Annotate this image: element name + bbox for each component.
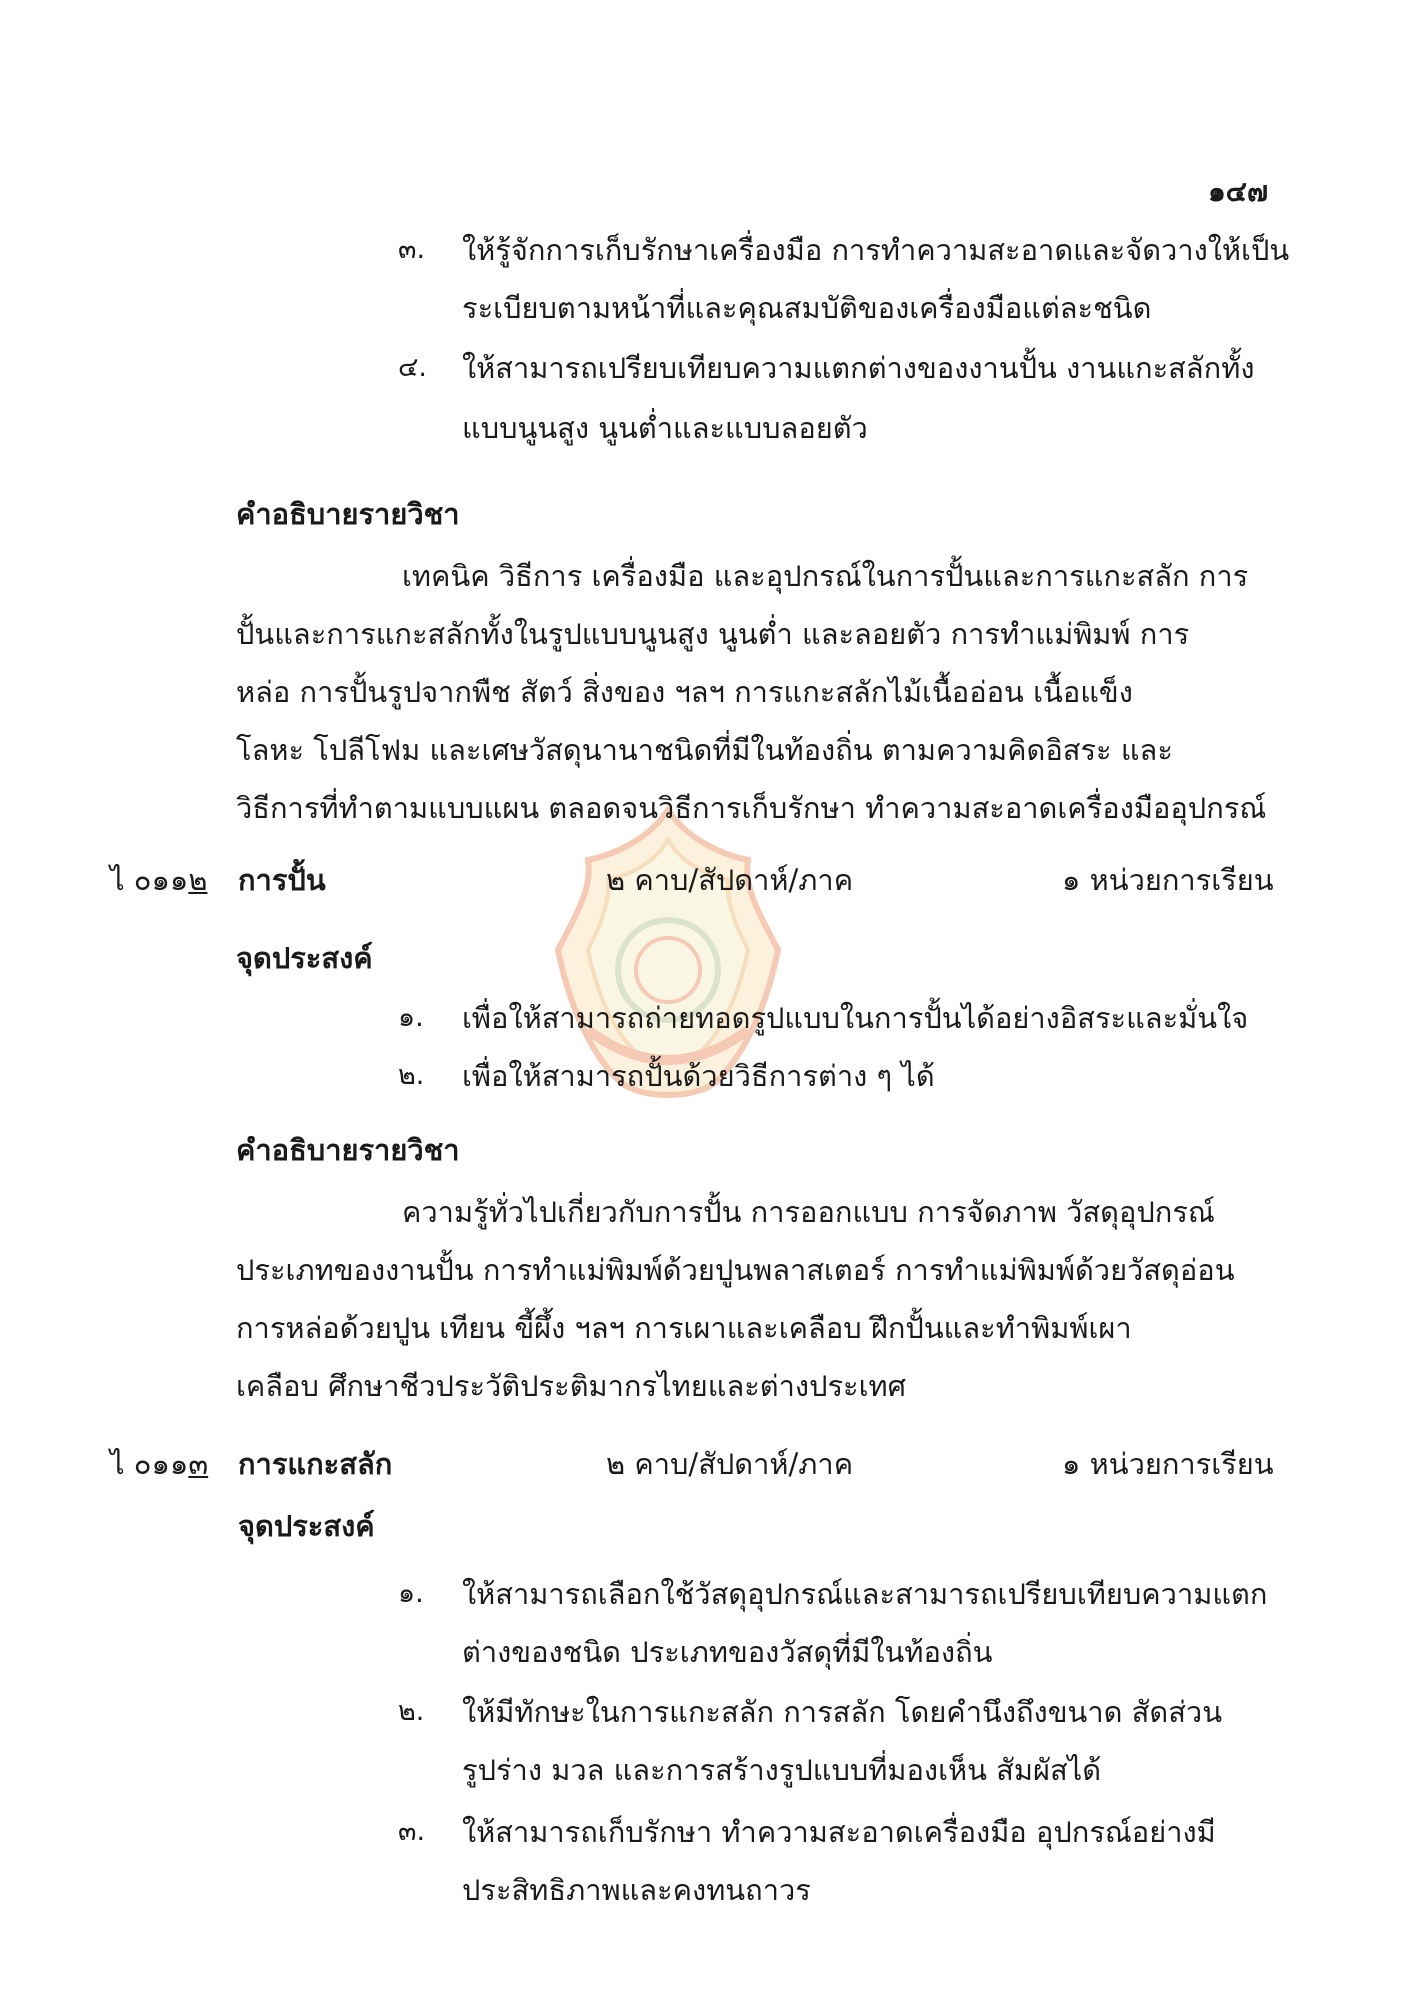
course-code-prefix: ไ ๐๑๑ [110, 863, 189, 897]
objective-number: ๓. [398, 1816, 426, 1847]
paragraph-line: ปั้นและการแกะสลักทั้งในรูปแบบนูนสูง นูนต่ำ และลอยตัว การทำแม่พิมพ์ การ [236, 617, 1190, 651]
section-heading: คำอธิบายรายวิชา [236, 1133, 460, 1167]
course-code-prefix: ไ ๐๑๑ [110, 1447, 189, 1481]
paragraph-line: เทคนิค วิธีการ เครื่องมือ และอุปกรณ์ในการปั้นและการแกะสลัก การ [402, 559, 1249, 593]
paragraph-line: ความรู้ทั่วไปเกี่ยวกับการปั้น การออกแบบ การจัดภาพ วัสดุอุปกรณ์ [402, 1195, 1215, 1229]
objective-line: เพื่อให้สามารถถ่ายทอดรูปแบบในการปั้นได้อย่างอิสระและมั่นใจ [462, 1001, 1249, 1035]
objective-line: ประสิทธิภาพและคงทนถาวร [462, 1873, 811, 1907]
objective-line: ต่างของชนิด ประเภทของวัสดุที่มีในท้องถิ่น [462, 1635, 993, 1669]
course-code [110, 860, 207, 900]
course-hours: ๒ คาบ/สัปดาห์/ภาค [606, 863, 854, 897]
course-credits: ๑ หน่วยการเรียน [1062, 863, 1274, 897]
objective-line: ให้รู้จักการเก็บรักษาเครื่องมือ การทำความสะอาดและจัดวางให้เป็น [462, 233, 1290, 267]
paragraph-line: หล่อ การปั้นรูปจากพืช สัตว์ สิ่งของ ฯลฯ การแกะสลักไม้เนื้ออ่อน เนื้อแข็ง [236, 675, 1133, 709]
objective-number: ๑. [398, 1002, 424, 1033]
course-hours: ๒ คาบ/สัปดาห์/ภาค [606, 1447, 854, 1481]
objective-line: รูปร่าง มวล และการสร้างรูปแบบที่มองเห็น สัมผัสได้ [462, 1753, 1102, 1787]
objective-line: ระเบียบตามหน้าที่และคุณสมบัติของเครื่องมือแต่ละชนิด [462, 291, 1152, 325]
paragraph-line: วิธีการที่ทำตามแบบแผน ตลอดจนวิธีการเก็บรักษา ทำความสะอาดเครื่องมืออุปกรณ์ [236, 791, 1267, 825]
objective-line: เพื่อให้สามารถปั้นด้วยวิธีการต่าง ๆ ได้ [462, 1059, 935, 1093]
course-title: การแกะสลัก [238, 1447, 393, 1481]
course-code [110, 1444, 208, 1484]
section-heading: จุดประสงค์ [238, 1509, 375, 1543]
objective-number: ๒. [398, 1060, 425, 1091]
objective-line: ให้สามารถเลือกใช้วัสดุอุปกรณ์และสามารถเปรียบเทียบความแตก [462, 1577, 1268, 1611]
paragraph-line: การหล่อด้วยปูน เทียน ขี้ผึ้ง ฯลฯ การเผาและเคลือบ ฝึกปั้นและทำพิมพ์เผา [236, 1311, 1132, 1345]
paragraph-line: โลหะ โปลีโฟม และเศษวัสดุนานาชนิดที่มีในท้องถิ่น ตามความคิดอิสระ และ [236, 733, 1173, 767]
course-credits: ๑ หน่วยการเรียน [1062, 1447, 1274, 1481]
objective-line: ให้สามารถเก็บรักษา ทำความสะอาดเครื่องมือ อุปกรณ์อย่างมี [462, 1815, 1216, 1849]
objective-line: ให้มีทักษะในการแกะสลัก การสลัก โดยคำนึงถึงขนาด สัดส่วน [462, 1695, 1223, 1729]
objective-number: ๔. [398, 352, 428, 383]
objective-number: ๓. [398, 234, 426, 265]
objective-number: ๒. [398, 1696, 425, 1727]
objective-number: ๑. [398, 1578, 424, 1609]
paragraph-line: ประเภทของงานปั้น การทำแม่พิมพ์ด้วยปูนพลาสเตอร์ การทำแม่พิมพ์ด้วยวัสดุอ่อน [236, 1253, 1235, 1287]
course-code-last-digit: ๓ [188, 1447, 209, 1481]
objective-line: แบบนูนสูง นูนต่ำและแบบลอยตัว [462, 411, 868, 445]
section-heading: คำอธิบายรายวิชา [236, 497, 460, 531]
paragraph-line: เคลือบ ศึกษาชีวประวัติประติมากรไทยและต่างประเทศ [236, 1369, 907, 1403]
course-title: การปั้น [238, 863, 326, 897]
section-heading: จุดประสงค์ [236, 941, 373, 975]
page-number: ๑๔๗ [1208, 175, 1269, 208]
objective-line: ให้สามารถเปรียบเทียบความแตกต่างของงานปั้น งานแกะสลักทั้ง [462, 351, 1255, 385]
course-code-last-digit: ๒ [188, 863, 208, 897]
